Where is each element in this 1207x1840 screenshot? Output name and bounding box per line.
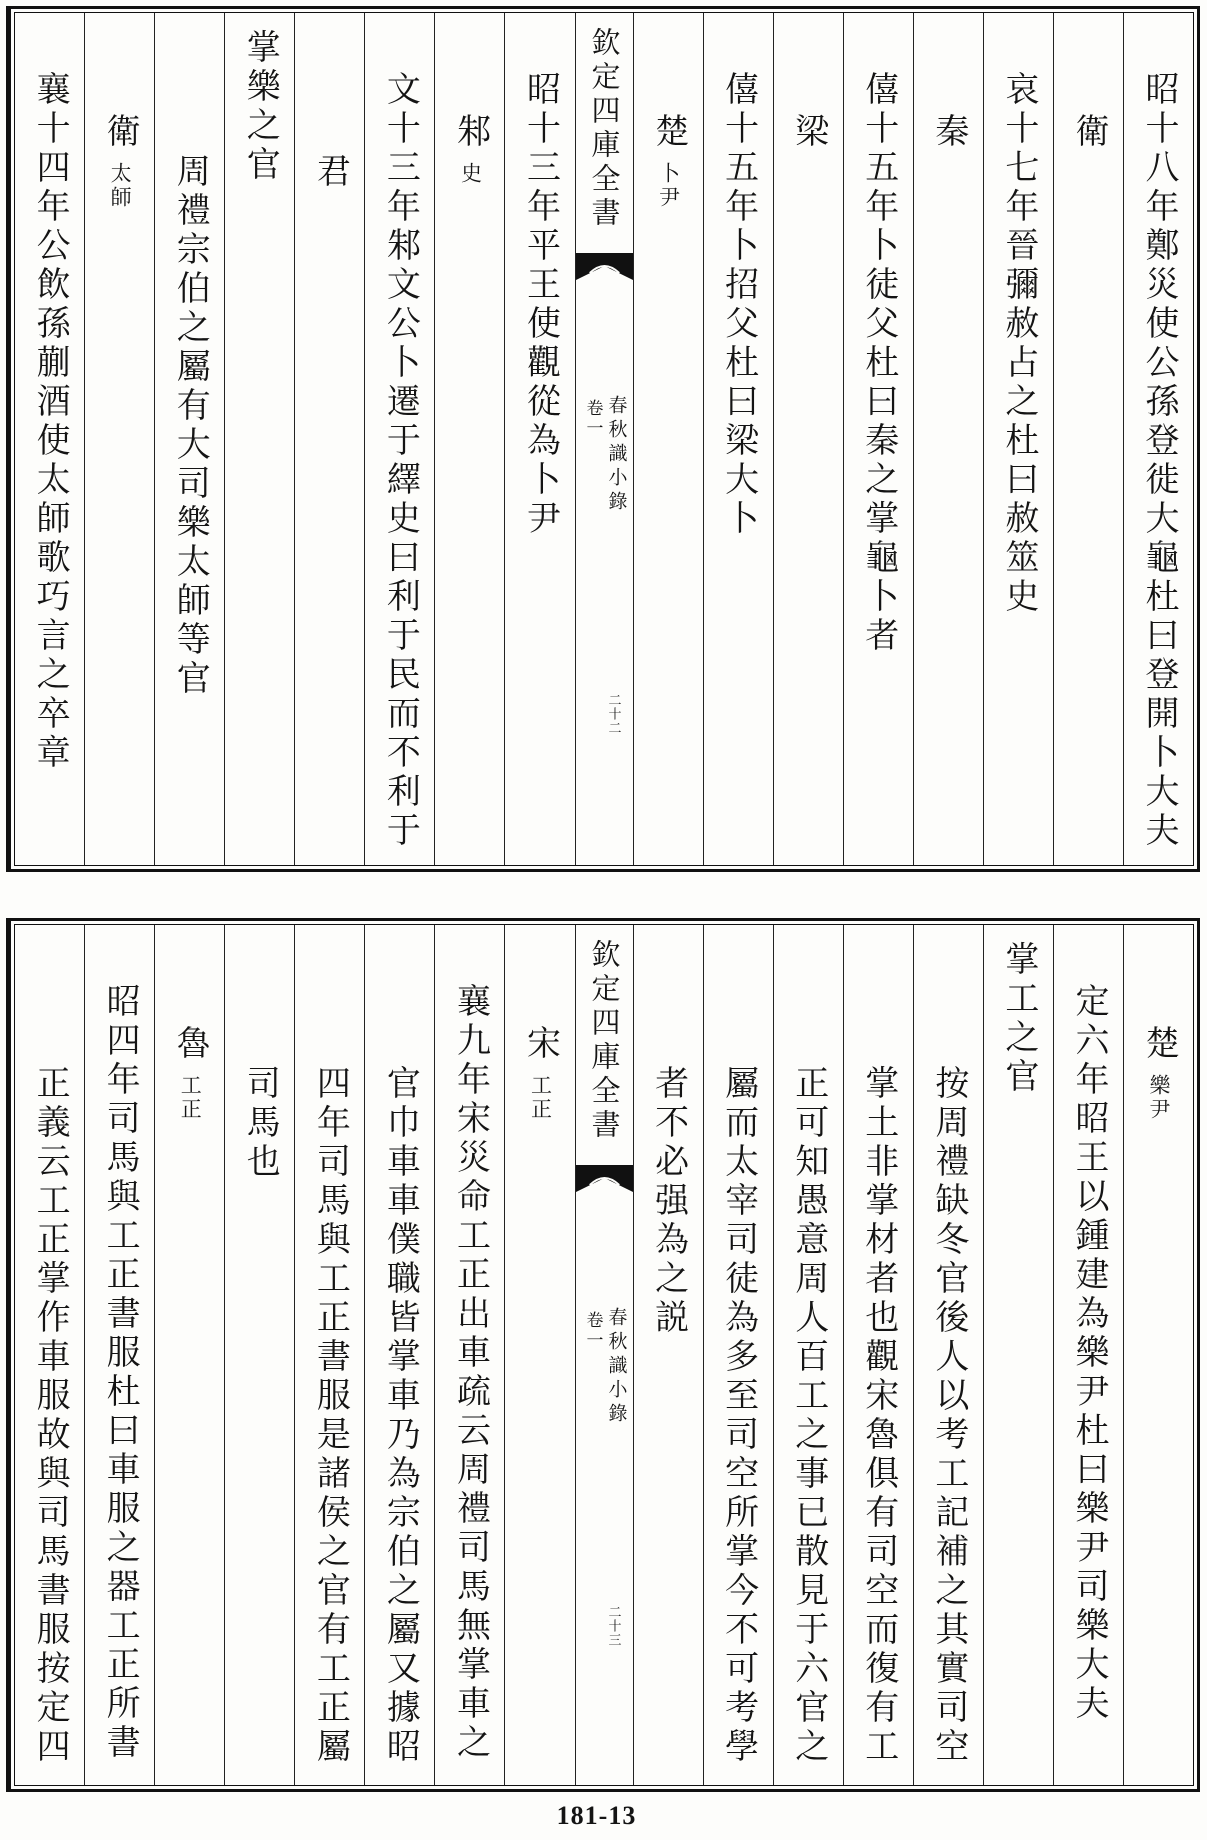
text-column [364,925,434,1785]
column-text: 哀十七年晉彌赦占之杜曰赦筮史 [998,71,1039,617]
text-column [773,925,843,1785]
heading-column [504,925,574,1785]
column-text: 襄九年宋災命工正出車疏云周禮司馬無掌車之 [450,983,491,1763]
heading-with-note [435,13,504,865]
column-text: 昭十八年鄭災使公孫登徙大龜杜曰登開卜大夫 [1139,71,1179,851]
lower-leaf [6,918,1200,1792]
series-title: 欽定四庫全書 [587,939,622,1143]
text-column [843,925,913,1785]
volume-label: 卷一 [582,399,603,439]
text-column [703,925,773,1785]
column-text: 定六年昭王以鍾建為樂尹杜曰樂尹司樂大夫 [1068,983,1109,1724]
state-heading: 衛 [1068,113,1109,152]
state-heading: 秦 [928,113,969,152]
text-column [15,925,84,1785]
text-column [504,13,574,865]
text-column [1123,13,1193,865]
office-note: 工正 [528,1074,553,1122]
column-text: 周禮宗伯之屬有大司樂太師等官 [170,153,211,699]
office-note: 卜尹 [656,162,681,210]
leaf-number: 二十二 [605,693,621,735]
column-text: 君 [310,153,351,192]
column-text: 昭四年司馬與工正書服杜曰車服之器工正所書 [100,983,141,1763]
upper-leaf-frame [14,12,1194,866]
column-text: 僖十五年卜徒父杜曰秦之掌龜卜者 [858,71,899,656]
state-heading: 宋 [520,1025,561,1064]
heading-column [1123,925,1193,1785]
heading-column [773,13,843,865]
book-title: 春秋識小錄 [605,1307,628,1427]
heading-with-note [634,13,703,865]
heading-column [434,13,504,865]
text-column [15,13,84,865]
heading-column [913,13,983,865]
state-heading: 魯 [170,1025,211,1064]
state-heading: 楚 [1139,1025,1179,1064]
text-column [434,925,504,1785]
text-column [703,13,773,865]
text-column [84,925,154,1785]
fishtail-mark-icon [576,253,633,283]
column-text: 文十三年邾文公卜遷于繹史曰利于民而不利于 [380,71,421,851]
heading-with-note [505,925,574,1785]
text-column [294,13,364,865]
heading-column [1053,13,1123,865]
column-text: 昭十三年平王使觀從為卜尹 [520,71,561,539]
text-column [633,925,703,1785]
heading-with-note [85,13,154,865]
column-text: 者不必强為之説 [648,1065,689,1338]
state-heading: 衛 [100,113,141,152]
page-number: 181-13 [556,1801,637,1830]
text-column [1053,925,1123,1785]
column-text: 襄十四年公飲孫蒯酒使太師歌巧言之卒章 [30,71,71,773]
block-heart [575,13,633,865]
text-column [913,925,983,1785]
state-heading: 梁 [788,113,829,152]
fishtail-mark-icon [576,1165,633,1195]
office-note: 太師 [108,162,133,210]
column-text: 屬而太宰司徒為多至司空所掌今不可考學 [718,1065,759,1767]
category-heading: 掌工之官 [998,941,1039,1097]
category-heading: 掌樂之官 [240,29,281,185]
series-title: 欽定四庫全書 [587,27,622,231]
column-text: 掌土非掌材者也觀宋魯俱有司空而復有工 [858,1065,899,1767]
text-column [294,925,364,1785]
column-text: 僖十五年卜招父杜曰梁大卜 [718,71,759,539]
column-text: 正可知愚意周人百工之事已散見于六官之 [788,1065,829,1767]
category-column [224,13,294,865]
volume-label: 卷一 [582,1311,603,1351]
book-title: 春秋識小錄 [605,395,628,515]
column-text: 官巾車車僕職皆掌車乃為宗伯之屬又據昭 [380,1065,421,1767]
text-column [983,13,1053,865]
text-column [154,13,224,865]
lower-leaf-frame [14,924,1194,1786]
heading-column [154,925,224,1785]
block-heart [575,925,633,1785]
office-note: 樂尹 [1147,1074,1171,1122]
category-column [983,925,1053,1785]
heading-column [84,13,154,865]
state-heading: 邾 [450,113,491,152]
office-note: 史 [458,162,483,186]
state-heading: 楚 [648,113,689,152]
heading-column [633,13,703,865]
column-text: 按周禮缺冬官後人以考工記補之其實司空 [928,1065,969,1767]
text-column [364,13,434,865]
text-column [224,925,294,1785]
column-text: 司馬也 [240,1065,281,1182]
text-column [843,13,913,865]
leaf-number: 二十三 [605,1605,621,1647]
heading-with-note [1124,925,1193,1785]
office-note: 工正 [178,1074,203,1122]
upper-leaf [6,6,1200,872]
column-text: 正義云工正掌作車服故與司馬書服按定四 [30,1065,71,1767]
column-text: 四年司馬與工正書服是諸侯之官有工正屬 [310,1065,351,1767]
heading-with-note [155,925,224,1785]
